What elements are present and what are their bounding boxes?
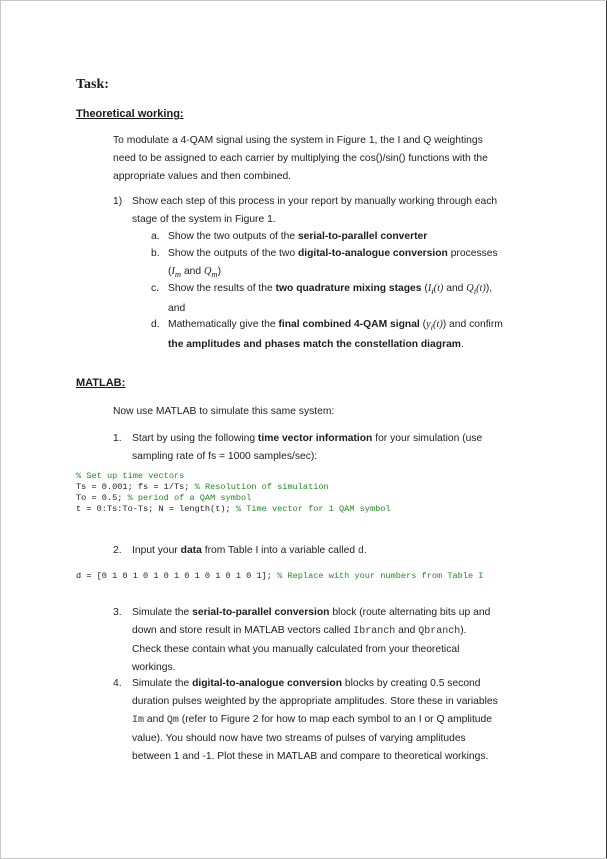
code-block-time-vectors [76, 471, 391, 515]
matlab-item-3-number: 3. [113, 607, 122, 618]
code-line: t = 0:Ts:To-Ts; N = length(t); % Time vector for 1 QAM symbol [76, 504, 391, 514]
task-title: Task: [76, 77, 109, 92]
theory-intro-line: To modulate a 4-QAM signal using the system in Figure 1, the I and Q weightings [113, 135, 483, 146]
matlab-item-2-number: 2. [113, 545, 122, 556]
matlab-item-3: Simulate the serial-to-parallel conversion block (route alternating bits up and down and store result in MATLAB vectors called Ibranch and Qbranch). Check these contain what you manually calculated from your theoretical workings. [132, 607, 491, 673]
theoretical-heading: Theoretical working: [76, 108, 184, 120]
code-line: Ts = 0.001; fs = 1/Ts; % Resolution of simulation [76, 482, 329, 492]
theory-intro-line: appropriate values and then combined. [113, 171, 292, 182]
theory-item-1 [132, 193, 497, 229]
sub-item-d: Mathematically give the final combined 4-QAM signal $(y_i(t))$ and confirm the amplitudes and phases match the constellation diagram. [168, 319, 503, 351]
matlab-item-4: Simulate the digital-to-analogue conversion blocks by creating 0.5 second duration pulses weighted by the appropriate amplitudes. Store these in variables Im and Qm (refer to Figure 2 for how to map each symbol to an I or Q amplitude value). You should now have two streams of pulses of varying amplitudes between 1 and -1. Plot these in MATLAB and compare to theoretical workings. [132, 678, 498, 762]
matlab-intro: Now use MATLAB to simulate this same system: [113, 406, 335, 417]
sub-item-c-letter: c. [151, 283, 160, 294]
sub-item-b: Show the outputs of the two digital-to-analogue conversion processes ($I_m$ and $Q_m$) [168, 248, 498, 280]
theory-intro-line: need to be assigned to each carrier by multiplying the cos()/sin() functions with the [113, 153, 488, 164]
code-line: To = 0.5; % period of a QAM symbol [76, 493, 252, 503]
sub-item-a: Show the two outputs of the serial-to-parallel converter [168, 231, 428, 242]
sub-item-a-letter: a. [151, 231, 160, 242]
matlab-item-1: Start by using the following time vector information for your simulation (use sampling rate of fs = 1000 samples/sec): [132, 433, 483, 462]
theory-item-1-line: Show each step of this process in your report by manually working through each [132, 196, 498, 207]
theory-item-1-number: 1) [113, 196, 123, 207]
code-block-data: d = [0 1 0 1 0 1 0 1 0 1 0 1 0 1 0 1]; % Replace with your numbers from Table I [76, 571, 484, 581]
matlab-item-1-number: 1. [113, 433, 122, 444]
sub-item-c: Show the results of the two quadrature mixing stages ($I_i(t)$ and $Q_i(t)$), and [168, 283, 493, 315]
sub-item-b-letter: b. [151, 248, 160, 259]
theory-intro [113, 132, 488, 186]
theory-item-1-line: stage of the system in Figure 1. [132, 214, 276, 225]
matlab-item-2: Input your data from Table I into a variable called d. [132, 545, 367, 557]
code-line: % Set up time vectors [76, 471, 185, 481]
sub-item-d-letter: d. [151, 319, 160, 330]
matlab-item-4-number: 4. [113, 678, 122, 689]
matlab-heading: MATLAB: [76, 377, 126, 389]
